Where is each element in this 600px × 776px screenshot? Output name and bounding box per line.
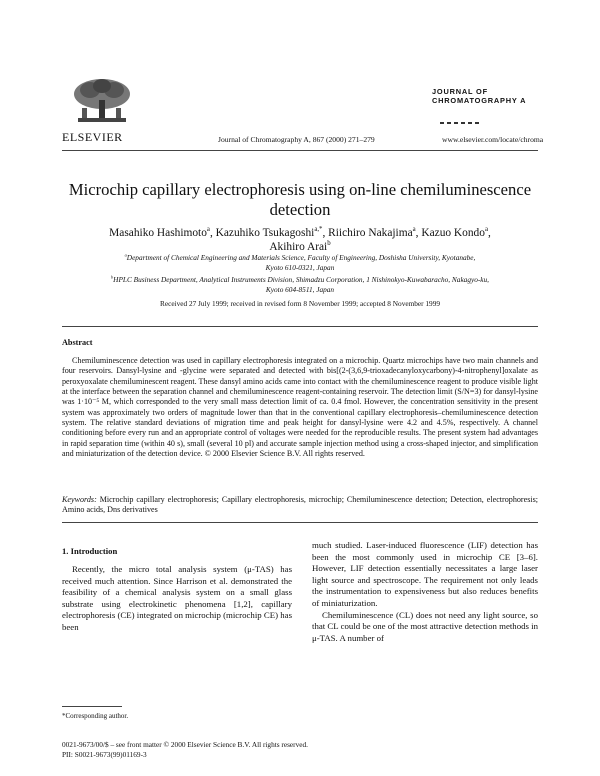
keywords-bottom-divider — [62, 522, 538, 523]
footer-copyright: 0021-9673/00/$ – see front matter © 2000 Elsevier Science B.V. All rights reserved. — [62, 740, 308, 749]
footnote-divider — [62, 706, 122, 707]
affiliation-a-line-1 — [80, 253, 520, 263]
author-name: , Kazuo Kondo — [415, 227, 485, 239]
section-heading-introduction: 1. Introduction — [62, 546, 118, 556]
author-affil-mark: a — [484, 226, 488, 234]
right-column-paragraph-1: much studied. Laser-induced fluorescence (LIF) detection has been the most commonly used in microchip CE [3–6]. However, LIF detection essentially necessitates a large laser light source and spectroscope. The requirement not only leads the instrumentation to expensiveness but also reduces benefits of miniaturization. — [312, 540, 538, 608]
authors-line-1 — [62, 226, 538, 240]
footer-pii: PII: S0021-9673(99)01169-3 — [62, 750, 147, 759]
affiliation-b-line-2: Kyoto 604-8511, Japan — [265, 284, 335, 294]
author-name: Masahiko Hashimoto — [109, 227, 207, 239]
author-name: , Riichiro Nakajima — [322, 227, 413, 239]
keywords-label: Keywords: — [62, 495, 97, 504]
affiliation-b — [80, 275, 520, 294]
elsevier-tree-logo — [70, 78, 134, 126]
affil-mark: b — [110, 274, 114, 280]
author-name: Akihiro Arai — [269, 241, 328, 253]
left-column-paragraph: Recently, the micro total analysis system (μ-TAS) has received much attention. Since Harrison et al. demonstrated the feasibility of a chemical analysis system on a small glass substrate using electrokinetic phenomena [1,2], capillary electrophoresis (CE) integrated on microchip (microchip CE) has been — [62, 564, 292, 632]
header-divider — [62, 150, 538, 151]
affiliation-b-line-1 — [80, 275, 520, 285]
right-column-paragraph-2: Chemiluminescence (CL) does not need any light source, so that CL could be one of the most attractive detection methods in μ-TAS. A number of — [312, 609, 538, 643]
affil-text: Department of Chemical Engineering and Materials Science, Faculty of Engineering, Doshisha University, Kyotanabe, — [126, 253, 476, 262]
abstract-top-divider — [62, 326, 538, 327]
abstract-heading: Abstract — [62, 338, 93, 347]
masthead-line-1: JOURNAL OF — [432, 87, 488, 96]
received-dates: Received 27 July 1999; received in revised form 8 November 1999; accepted 8 November 1999 — [159, 299, 441, 308]
corresponding-author-footnote: *Corresponding author. — [62, 712, 129, 720]
masthead-line-2: CHROMATOGRAPHY A — [432, 95, 527, 105]
publisher-name: ELSEVIER — [62, 130, 123, 144]
author-affil-mark: a — [206, 226, 210, 234]
affiliation-a — [80, 253, 520, 272]
right-column — [312, 540, 538, 644]
affil-text: HPLC Business Department, Analytical Instruments Division, Shimadzu Corporation, 1 Nishinokyo-Kuwabaracho, Nakagyo-ku, — [113, 275, 490, 284]
author-affil-mark: b — [327, 240, 331, 248]
journal-citation: Journal of Chromatography A, 867 (2000) 271–279 — [218, 135, 375, 144]
authors-line-2 — [62, 240, 538, 254]
keywords-list: Microchip capillary electrophoresis; Capillary electrophoresis, microchip; Chemiluminescence detection; Detection, electrophoresis; Amino acids, Dns derivatives — [62, 495, 538, 515]
masthead-ornament — [440, 122, 484, 125]
affil-mark: a — [124, 252, 127, 258]
author-affil-mark: a — [412, 226, 416, 234]
author-separator: , — [487, 227, 491, 239]
article-title: Microchip capillary electrophoresis using on-line chemiluminescence detection — [68, 180, 532, 219]
page-footer — [62, 740, 308, 760]
journal-url-link[interactable]: www.elsevier.com/locate/chroma — [442, 135, 544, 144]
keywords — [62, 495, 538, 516]
abstract-text: Chemiluminescence detection was used in capillary electrophoresis integrated on a microchip. Quartz microchips have two main channels and four reservoirs. Dansyl-lysine and -glycine were separated and detected with bis[(2-(3,6,9-trioxadecanyloxycarbony)-4-nitrophenyl]oxalate as peroxyoxalate chemiluminescent reagent. These dansyl amino acids came into contact with the chemiluminescence reagent to produce visible light at the interface between the separation channel and chemiluminescence reagent-containing reservoir. The detection limit (S/N=3) for dansyl-lysine was 1·10⁻⁵ M, which corresponded to the very small mass detection limit of ca. 0.4 fmol. However, the concentration sensitivity in the present system was approximately two orders of magnitude lower than that in the conventional capillary electrophoresis–chemiluminescence detection system. The relative standard deviations of migration time and peak height for dansyl-lysine were 4.2 and 4.5%, respectively. A channel conditioning before every run and an appropriate control of voltages were needed for the reproducible results. The present system had advantages in rapid separation time (within 40 s), small (several 10 pl) and accurate sample injection method using a cross-shaped injector, and simplification and miniaturization of the detection device. © 2000 Elsevier Science B.V. All rights reserved. — [62, 356, 538, 459]
journal-masthead — [432, 88, 526, 106]
author-name: , Kazuhiko Tsukagoshi — [209, 227, 315, 239]
affiliation-a-line-2: Kyoto 610-0321, Japan — [265, 262, 335, 272]
author-affil-mark: a,* — [314, 226, 323, 234]
author-list — [62, 226, 538, 254]
